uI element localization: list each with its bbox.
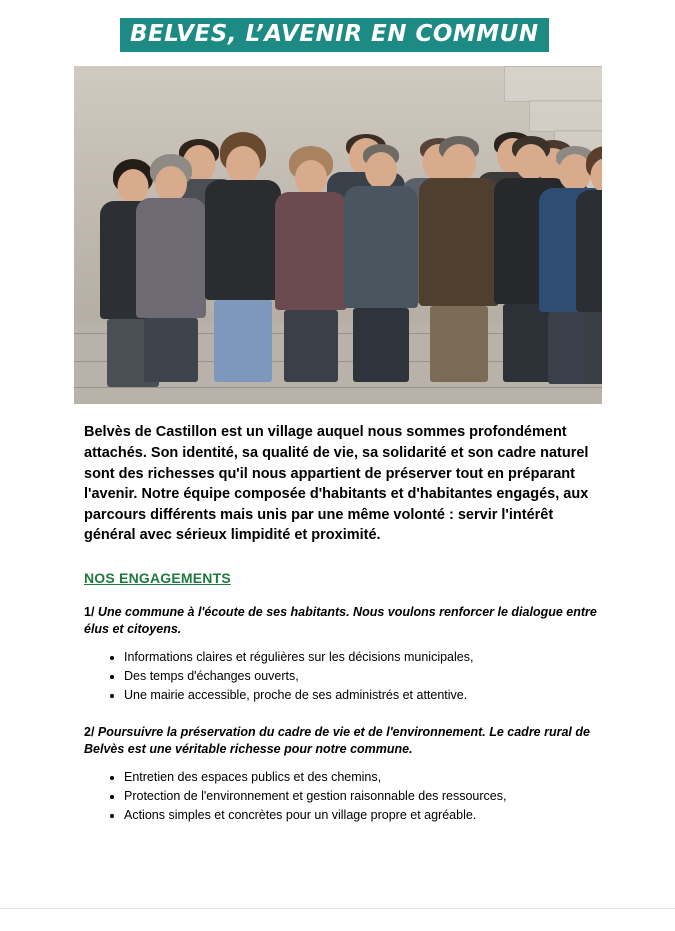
commitment-number: 1/ xyxy=(84,604,95,619)
wall-stone xyxy=(504,66,602,102)
intro-paragraph: Belvès de Castillon est un village auquel nous sommes profondément attachés. Son identité, sa qualité de vie, sa solidarité et son cadre naturel sont des richesses qu'il nous appartient de préserver tout en préparant l'avenir. Notre équipe composée d'habitants et d'habitantes engagés, aux parcours différents mais unis par une même volonté : servir l'intérêt général avec sérieux limpidité et proximité. xyxy=(84,424,589,544)
person xyxy=(419,134,499,384)
person xyxy=(274,144,348,384)
document-title-banner: BELVES, L’AVENIR EN COMMUN xyxy=(120,18,549,52)
commitment-points-list xyxy=(84,648,601,706)
list-item: • Entretien des espaces publics et des chemins, xyxy=(124,768,601,787)
page-bottom-divider xyxy=(0,908,675,931)
commitment-points-list xyxy=(84,768,601,826)
section-heading-engagements: NOS ENGAGEMENTS xyxy=(84,569,231,586)
list-item: • Protection de l'environnement et gestion raisonnable des ressources, xyxy=(124,787,601,806)
person xyxy=(136,154,206,384)
list-item: • Actions simples et concrètes pour un village propre et agréable. xyxy=(124,806,601,825)
person xyxy=(576,146,602,384)
person xyxy=(344,140,418,384)
commitment-heading xyxy=(84,604,601,638)
photo-container xyxy=(0,66,675,404)
person xyxy=(204,132,282,384)
wall-stone xyxy=(529,100,602,132)
list-item: • Des temps d'échanges ouverts, xyxy=(124,667,601,686)
title-area xyxy=(0,0,675,52)
document-body xyxy=(0,404,675,825)
commitment-heading xyxy=(84,724,601,758)
list-item: • Une mairie accessible, proche de ses administrés et attentive. xyxy=(124,686,601,705)
floor-seam xyxy=(74,387,602,388)
commitment-text: Une commune à l'écoute de ses habitants. Nous voulons renforcer le dialogue entre élus et citoyens. xyxy=(84,604,597,636)
list-item: • Informations claires et régulières sur les décisions municipales, xyxy=(124,648,601,667)
commitment-number: 2/ xyxy=(84,724,95,739)
commitment-text: Poursuivre la préservation du cadre de vie et de l'environnement. Le cadre rural de Belvès est une véritable richesse pour notre commune. xyxy=(84,724,590,756)
group-photo xyxy=(74,66,602,404)
